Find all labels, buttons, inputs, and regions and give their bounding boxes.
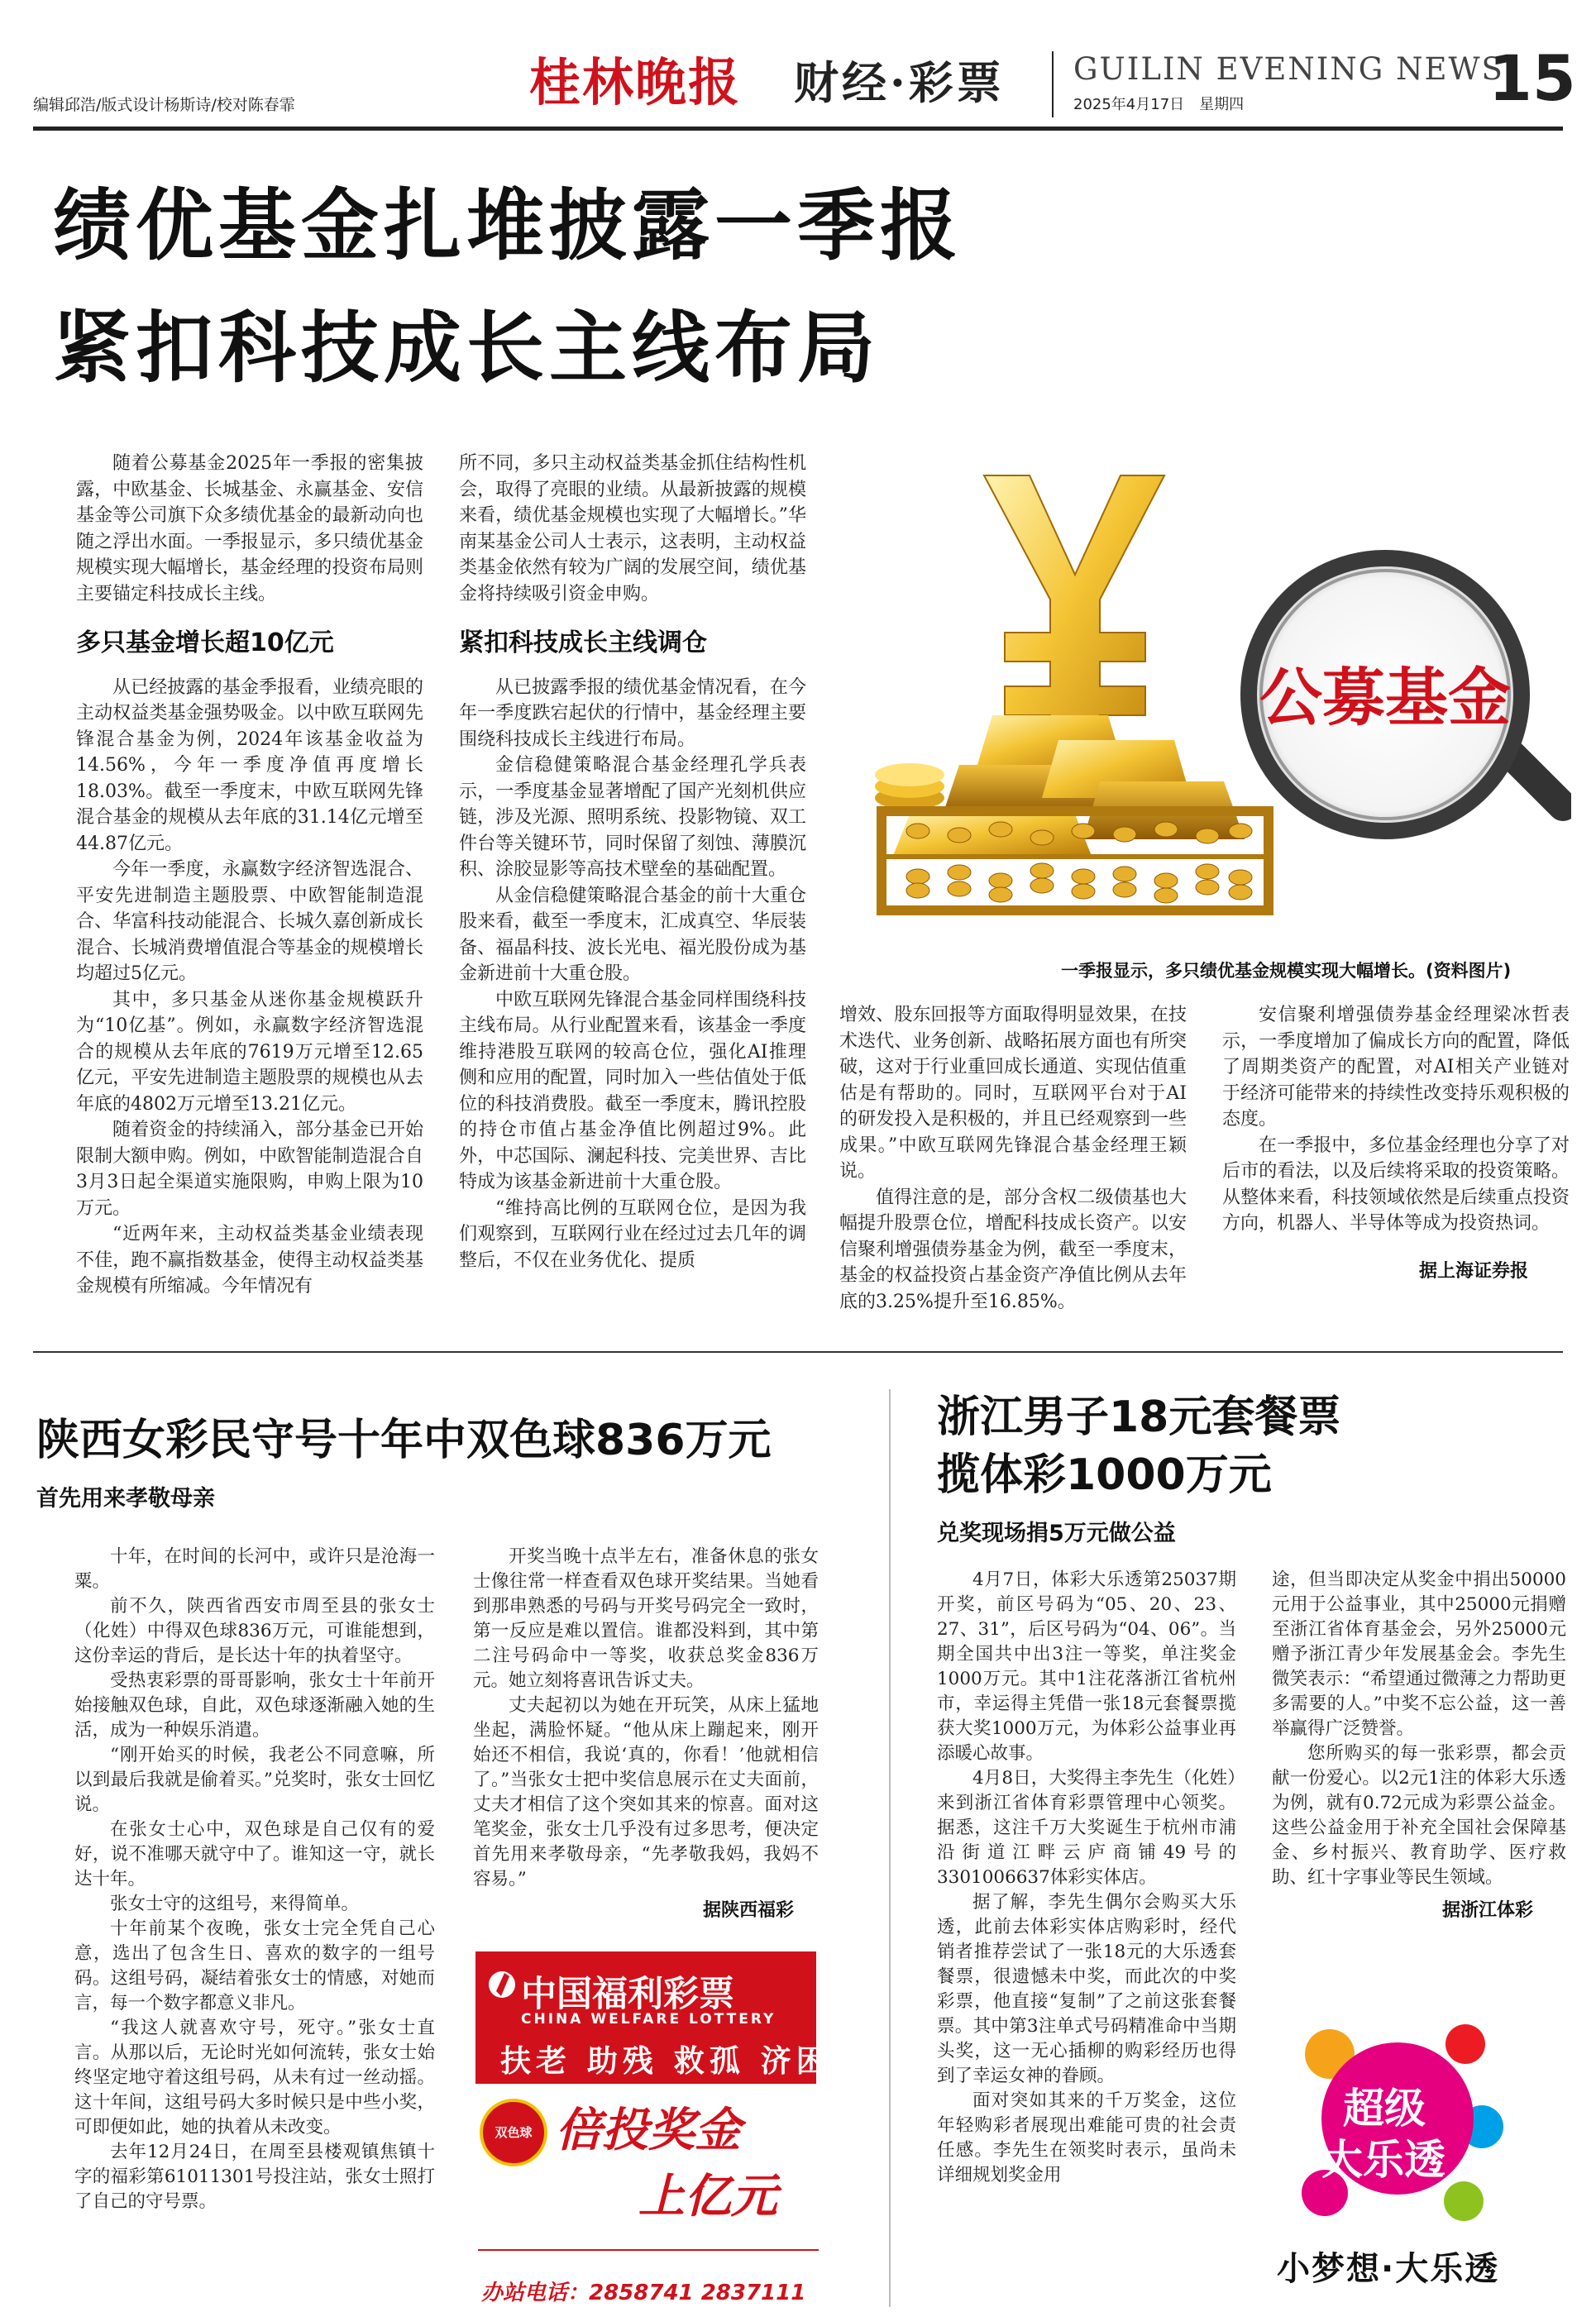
issue-date: 2025年4月17日 星期四	[1073, 96, 1245, 113]
article2-subtitle: 首先用来孝敬母亲	[36, 1486, 215, 1512]
paragraph: 您所购买的每一张彩票，都会贡献一份爱心。以2元1注的体彩大乐透为例，就有0.72元成为彩票公益金。这些公益金用于补充全国社会保障基金、乡村振兴、教育助学、医疗救助、红十字事业等民生领域。	[1272, 1743, 1566, 1888]
paragraph: 中欧互联网先锋混合基金同样围绕科技主线布局。从行业配置来看，该基金一季度维持港股互联网的较高仓位，强化AI推理侧和应用的配置，同时加入一些估值处于低位的科技消费股。截至一季度末，腾讯控股的持仓市值占基金净值比例超过9%。此外，中芯国际、澜起科技、完美世界、吉比特成为该基金新进前十大重仓股。	[459, 989, 806, 1192]
magnifier-label: 公募基金	[1259, 661, 1511, 734]
section-divider	[33, 1351, 1563, 1353]
article1-source: 据上海证券报	[1418, 1260, 1528, 1282]
article2-source: 据陕西福彩	[702, 1900, 794, 1921]
welfare-lottery-logo-icon	[488, 1966, 516, 2003]
article1-subhead-2: 紧扣科技成长主线调仓	[459, 628, 707, 657]
paragraph: 随着公募基金2025年一季报的密集披露，中欧基金、长城基金、永赢基金、安信基金等公司旗下众多绩优基金的最新动向也随之浮出水面。一季报显示，多只绩优基金规模实现大幅增长，基金经理的投资布局则主要锚定科技成长主线。	[76, 453, 423, 604]
ad-headline-2: 上亿元	[638, 2169, 777, 2224]
double-color-ball-logo-icon	[480, 2099, 547, 2166]
paragraph: “刚开始买的时候，我老公不同意嘛，所以到最后我就是偷着买。”兑奖时，张女士回忆说。	[74, 1745, 435, 1815]
paragraph: “我这人就喜欢守号，死守。”张女士直言。从那以后，无论时光如何流转，张女士始终坚定地守着这组号码，从未有过一丝动摇。这十年间，这组号码大多时候只是中些小奖，可即便如此，她的执着从未改变。	[74, 2018, 435, 2138]
paragraph: 所不同，多只主动权益类基金抓住结构性机会，取得了亮眼的业绩。从最新披露的规模来看，绩优基金规模也实现了大幅增长。”华南某基金公司人士表示，这表明，主动权益类基金依然有较为广阔的发展空间，绩优基金将持续吸引资金申购。	[459, 453, 806, 604]
paragraph: 去年12月24日，在周至县楼观镇焦镇十字的福彩第61011301号投注站，张女士照打了自己的守号票。	[74, 2142, 435, 2212]
paragraph: “维持高比例的互联网仓位，是因为我们观察到，互联网行业在经过过去几年的调整后，不仅在业务优化、提质	[459, 1197, 806, 1271]
page-number: 15	[1488, 41, 1576, 115]
paragraph: 在张女士心中，双色球是自己仅有的爱好，说不准哪天就守中了。谁知这一守，就长达十年。	[74, 1819, 435, 1889]
paragraph: 丈夫起初以为她在开玩笑，从床上猛地坐起，满脸怀疑。“他从床上蹦起来，刚开始还不相信，我说‘真的，你看！’他就相信了。”当张女士把中奖信息展示在丈夫面前，丈夫才相信了这个突如其来的惊喜。面对这笔奖金，张女士几乎没有过多思考，便决定首先用来孝敬母亲，“先孝敬我妈，我妈不容易。”	[473, 1695, 819, 1889]
image-caption: 一季报显示，多只绩优基金规模实现大幅增长。(资料图片)	[1061, 961, 1512, 981]
paragraph: 增效、股东回报等方面取得明显效果，在技术迭代、业务创新、战略拓展方面也有所突破，这对于行业重回成长通道、实现估值重估是有帮助的。同时，互联网平台对于AI的研发投入是积极的，并且已经观察到一些成果。”中欧互联网先锋混合基金经理王颖说。	[839, 1005, 1187, 1182]
paragraph: 从已披露季报的绩优基金情况看，在今年一季度跌宕起伏的行情中，基金经理主要围绕科技成长主线进行布局。	[459, 676, 806, 750]
ad-phone: 办站电话：2858741 2837111	[481, 2281, 806, 2305]
article3-column-2	[1272, 1568, 1566, 1923]
article3-column-1	[937, 1568, 1236, 2188]
paragraph: 前不久，陕西省西安市周至县的张女士（化姓）中得双色球836万元，可谁能想到，这份幸运的背后，是长达十年的执着坚守。	[74, 1596, 435, 1666]
welfare-lottery-title: 中国福利彩票	[521, 1974, 734, 2015]
article1-column-2	[459, 451, 806, 1273]
section-title: 财经·彩票	[794, 56, 1005, 109]
paragraph: 据了解，李先生偶尔会购买大乐透，此前去体彩实体店购彩时，经代销者推荐尝试了一张18元的大乐透套餐票，很遗憾未中奖，而此次的中奖彩票，他直接“复制”了之前这张套餐票。其中第3注单式号码精准命中当期头奖，这一无心插柳的购彩经历也得到了幸运女神的眷顾。	[937, 1892, 1236, 2086]
article2-headline: 陕西女彩民守号十年中双色球836万元	[36, 1416, 772, 1465]
paragraph: 金信稳健策略混合基金经理孔学兵表示，一季度基金显著增配了国产光刻机供应链，涉及光源、照明系统、投影物镜、双工件台等关键环节，同时保留了刻蚀、薄膜沉积、涂胶显影等高技术壁垒的基础配置。	[459, 755, 806, 880]
article3-subtitle: 兑奖现场捐5万元做公益	[937, 1521, 1176, 1546]
logo-text: 双色球	[495, 2125, 533, 2140]
article3-source: 据浙江体彩	[1441, 1900, 1533, 1921]
super-lotto-logo	[1290, 2011, 1505, 2226]
logo-line1: 超级	[1343, 2085, 1426, 2133]
paragraph: 4月8日，大奖得主李先生（化姓）来到浙江省体育彩票管理中心领奖。据悉，这注千万大奖诞生于杭州市浦沿街道江畔云庐商铺49号的3301006637体彩实体店。	[937, 1768, 1236, 1888]
welfare-lottery-english: CHINA WELFARE LOTTERY	[521, 2011, 776, 2028]
article1-column-1	[76, 451, 423, 1300]
paragraph: 受热衷彩票的哥哥影响，张女士十年前开始接触双色球，自此，双色球逐渐融入她的生活，成为一种娱乐消遣。	[74, 1670, 435, 1741]
paragraph: 张女士守的这组号，来得简单。	[110, 1894, 360, 1914]
article1-headline-line1: 绩优基金扎堆披露一季报	[53, 181, 963, 271]
paragraph: 其中，多只基金从迷你基金规模跃升为“10亿基”。例如，永赢数字经济智选混合的规模从去年底的7619万元增至12.65亿元，平安先进制造主题股票的规模也从去年底的4802万元增至13.21亿元。	[76, 989, 423, 1115]
paragraph: 开奖当晚十点半左右，准备休息的张女士像往常一样查看双色球开奖结果。当她看到那串熟悉的号码与开奖号码完全一致时，第一反应是难以置信。谁都没料到，其中第二注号码命中一等奖，收获总奖金836万元。她立刻将喜讯告诉丈夫。	[473, 1546, 819, 1691]
paragraph: 途，但当即决定从奖金中捐出50000元用于公益事业，其中25000元捐赠至浙江省体育基金会，另外25000元赠予浙江青少年发展基金会。李先生微笑表示：“希望通过微薄之力帮助更多需要的人。”中奖不忘公益，这一善举赢得广泛赞誉。	[1272, 1569, 1566, 1739]
paragraph: 十年前某个夜晚，张女士完全凭自己心意，选出了包含生日、喜欢的数字的一组号码。这组号码，凝结着张女士的情感，对她而言，每一个数字都意义非凡。	[74, 1918, 435, 2013]
super-lotto-slogan: 小梦想·大乐透	[1277, 2250, 1500, 2288]
article2-column-2	[473, 1545, 819, 1923]
paragraph: 今年一季度，永赢数字经济智选混合、平安先进制造主题股票、中欧智能制造混合、华富科技动能混合、长城久嘉创新成长混合、长城消费增值混合等基金的规模增长均超过5亿元。	[76, 859, 423, 984]
header-divider	[1052, 51, 1054, 117]
paragraph: 十年，在时间的长河中，或许只是沧海一粟。	[74, 1546, 435, 1592]
column-divider	[889, 1389, 891, 2307]
ad-headline-1: 倍投奖金	[556, 2103, 741, 2157]
english-name: GUILIN EVENING NEWS	[1073, 51, 1504, 87]
paragraph: 安信聚利增强债券基金经理梁冰哲表示，一季度增加了偏成长方向的配置，降低了周期类资产的配置，对AI相关产业链对于经济可能带来的持续性改变持乐观积极的态度。	[1222, 1005, 1570, 1130]
paragraph: 4月7日，体彩大乐透第25037期开奖，前区号码为“05、20、23、27、31”，后区号码为“04、06”。当期全国共中出3注一等奖，单注奖金1000万元。其中1注花落浙江省杭州市，幸运得主凭借一张18元套餐票揽获大奖1000万元，为体彩公益事业再添暖心故事。	[937, 1569, 1236, 1764]
article2-column-1	[74, 1545, 435, 2214]
paragraph: 从金信稳健策略混合基金的前十大重仓股来看，截至一季度末，汇成真空、华辰装备、福晶科技、波长光电、福光股份成为基金新进前十大重仓股。	[459, 885, 806, 984]
gold-yuan-magnifier-image	[860, 467, 1571, 967]
paragraph: 在一季报中，多位基金经理也分享了对后市的看法，以及后续将采取的投资策略。从整体来看，科技领域依然是后续重点投资方向，机器人、半导体等成为投资热词。	[1222, 1135, 1570, 1234]
fund-illustration	[860, 467, 1571, 967]
paragraph: 值得注意的是，部分含权二级债基也大幅提升股票仓位，增配科技成长资产。以安信聚利增强债券基金为例，截至一季度末，基金的权益投资占基金资产净值比例从去年底的3.25%提升至16.85%。	[839, 1187, 1187, 1312]
paragraph: 面对突如其来的千万奖金，这位年轻购彩者展现出难能可贵的社会责任感。李先生在领奖时表示，虽尚未详细规划奖金用	[937, 2090, 1236, 2185]
paragraph: 从已经披露的基金季报看，业绩亮眼的主动权益类基金强势吸金。以中欧互联网先锋混合基金为例，2024年该基金收益为14.56%，今年一季度净值再度增长18.03%。截至一季度末，中欧互联网先锋混合基金的规模从去年底的31.14亿元增至44.87亿元。	[76, 676, 423, 854]
header-rule	[33, 127, 1563, 131]
welfare-lottery-slogan: 扶老 助残 救孤 济困	[500, 2043, 832, 2079]
coins-icon	[875, 763, 944, 810]
article1-headline-line2: 紧扣科技成长主线布局	[53, 303, 881, 394]
ad-divider	[478, 2249, 819, 2251]
paragraph: 随着资金的持续涌入，部分基金已开始限制大额申购。例如，中欧智能制造混合自3月3日起全渠道实施限购，申购上限为10万元。	[76, 1120, 423, 1219]
article1-subhead-1: 多只基金增长超10亿元	[76, 628, 334, 657]
editor-credits: 编辑邱浩/版式设计杨斯诗/校对陈春霏	[33, 96, 295, 114]
article3-headline-line2: 揽体彩1000万元	[937, 1450, 1272, 1500]
gold-bars-icon	[893, 715, 1245, 856]
article1-column-4	[1222, 1002, 1570, 1284]
article1-column-3	[839, 1002, 1187, 1315]
article3-headline-line1: 浙江男子18元套餐票	[937, 1392, 1341, 1442]
paragraph: “近两年来，主动权益类基金业绩表现不佳，跑不赢指数基金，使得主动权益类基金规模有所缩减。今年情况有	[76, 1224, 423, 1297]
masthead-logo: 桂林晚报	[529, 52, 742, 112]
logo-line2: 大乐透	[1321, 2136, 1445, 2184]
